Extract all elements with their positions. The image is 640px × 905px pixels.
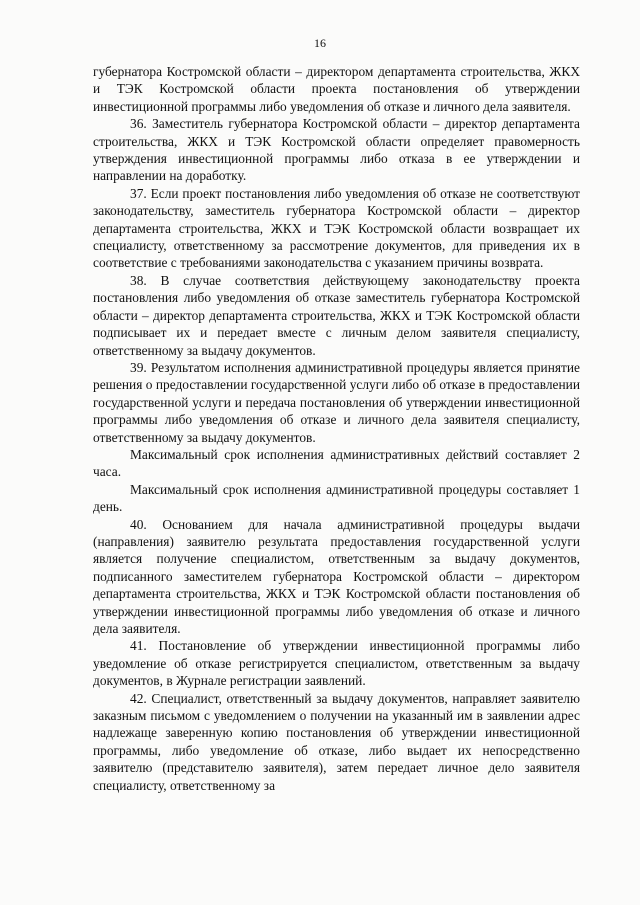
paragraph-40: 40. Основанием для начала административной процедуры выдачи (направления) заявителю результата предоставления государственной услуги является получение специалистом, ответственным за выдачу документов, подписанного заместителем губернатора Костромской области – директором департамента строительства, ЖКХ и ТЭК Костромской области постановления об утверждении инвестиционной программы либо уведомления об отказе и личного дела заявителя. (93, 516, 580, 636)
paragraph-38: 38. В случае соответствия действующему законодательству проекта постановления либо уведомления об отказе заместитель губернатора Костромской области – директор департамента строительства, ЖКХ и ТЭК Костромской области подписывает их и передает вместе с личным делом заявителя специалисту, ответственному за выдачу документов. (93, 272, 580, 358)
paragraph-41: 41. Постановление об утверждении инвестиционной программы либо уведомление об отказе регистрируется специалистом, ответственным за выдачу документов, в Журнале регистрации заявлений. (93, 638, 580, 689)
paragraph-max-time-actions: Максимальный срок исполнения административных действий составляет 2 часа. (93, 446, 580, 480)
document-body (93, 63, 580, 794)
paragraph-42: 42. Специалист, ответственный за выдачу документов, направляет заявителю заказным письмом с уведомлением о получении на указанный им в заявлении адрес надлежаще заверенную копию постановления об утверждении инвестиционной программы, либо уведомление об отказе, либо выдает их непосредственно заявителю (представителю заявителя), затем передает личное дело заявителя специалисту, ответственному за (93, 690, 580, 793)
page-number: 16 (314, 36, 326, 50)
paragraph-max-time-procedure: Максимальный срок исполнения административной процедуры составляет 1 день. (93, 481, 580, 515)
paragraph-39: 39. Результатом исполнения административной процедуры является принятие решения о предоставлении государственной услуги либо об отказе в предоставлении государственной услуги и передача постановления об утверждении инвестиционной программы либо уведомления об отказе и личного дела заявителя специалисту, ответственному за выдачу документов. (93, 359, 580, 445)
paragraph-37: 37. Если проект постановления либо уведомления об отказе не соответствуют законодательству, заместитель губернатора Костромской области – директор департамента строительства, ЖКХ и ТЭК Костромской области возвращает их специалисту, ответственному за рассмотрение документов, для приведения их в соответствие с требованиями законодательства с указанием причины возврата. (93, 185, 580, 271)
paragraph-continued: губернатора Костромской области – директором департамента строительства, ЖКХ и ТЭК Костромской области проекта постановления об утверждении инвестиционной программы либо уведомления об отказе и личного дела заявителя. (93, 64, 580, 114)
paragraph-36: 36. Заместитель губернатора Костромской области – директор департамента строительства, ЖКХ и ТЭК Костромской области определяет правомерность утверждения инвестиционной программы либо отказа в ее утверждении и направлении на доработку. (93, 116, 580, 184)
